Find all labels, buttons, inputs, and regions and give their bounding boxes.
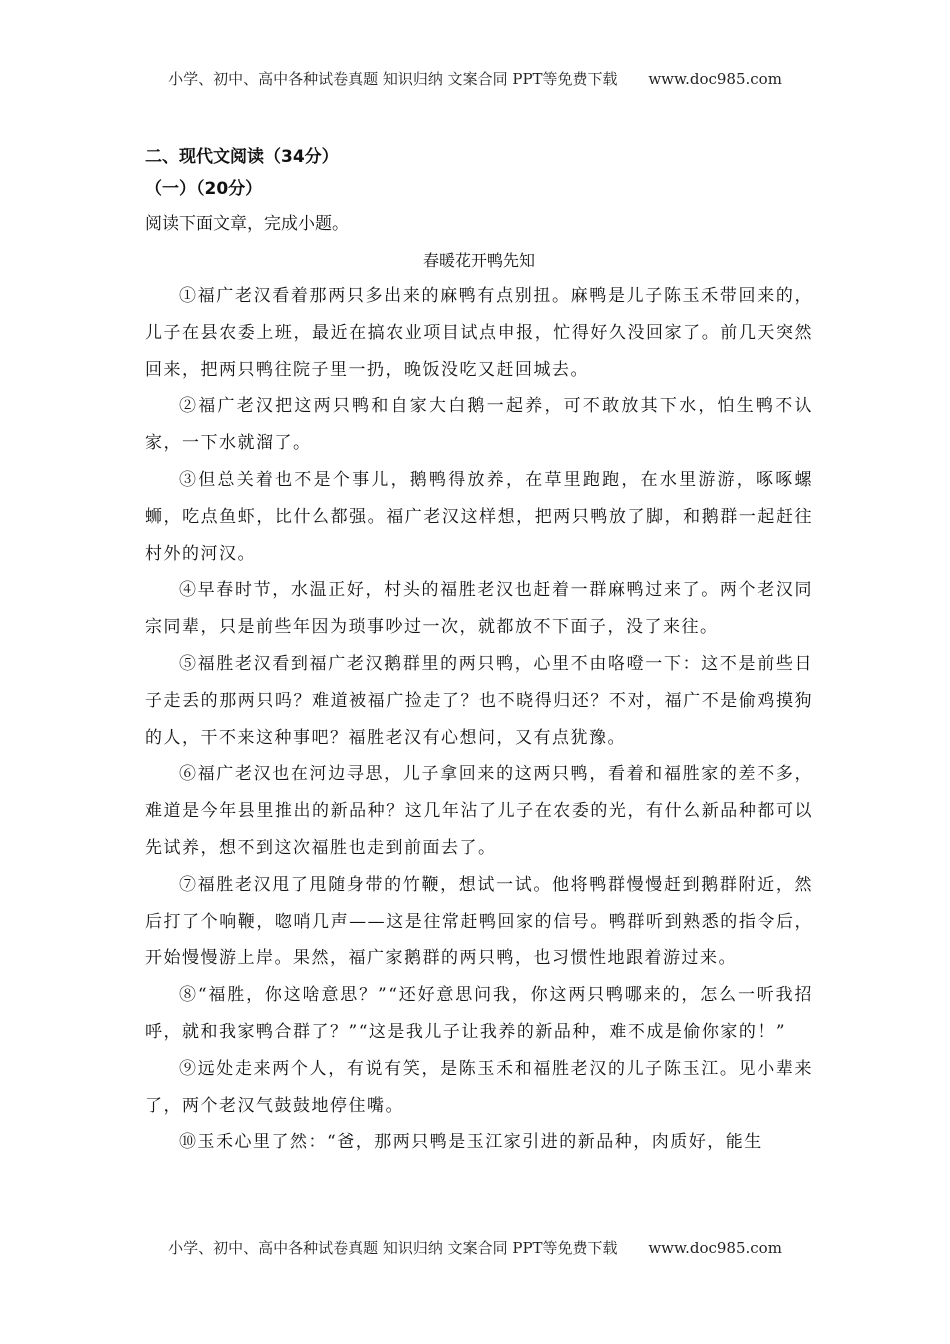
section-subtitle: （一）（20分） <box>145 179 263 199</box>
article-paragraph-5: ⑤福胜老汉看到福广老汉鹅群里的两只鸭，心里不由咯噔一下：这不是前些日子走丢的那两只吗？难道被福广捡走了？也不晓得归还？不对，福广不是偷鸡摸狗的人，干不来这种事吧？福胜老汉有心想问，又有点犹豫。 <box>145 653 813 748</box>
article-paragraph-2: ②福广老汉把这两只鸭和自家大白鹅一起养，可不敢放其下水，怕生鸭不认家，一下水就溜了。 <box>145 396 813 454</box>
article-paragraph-8: ⑧“福胜，你这啥意思？”“还好意思问我，你这两只鸭哪来的，怎么一听我招呼，就和我家鸭合群了？”“这是我儿子让我养的新品种，难不成是偷你家的！” <box>145 985 813 1042</box>
reading-instruction: 阅读下面文章，完成小题。 <box>145 214 349 234</box>
article-title: 春暖花开鸭先知 <box>422 251 535 270</box>
footer-text: 小学、初中、高中各种试卷真题 知识归纳 文案合同 PPT等免费下载 <box>168 1239 618 1257</box>
document-body <box>145 142 813 1161</box>
article-paragraph-1: ①福广老汉看着那两只多出来的麻鸭有点别扭。麻鸭是儿子陈玉禾带回来的，儿子在县农委上班，最近在搞农业项目试点申报，忙得好久没回家了。前几天突然回来，把两只鸭往院子里一扔，晚饭没吃又赶回城去。 <box>145 286 813 380</box>
header-text: 小学、初中、高中各种试卷真题 知识归纳 文案合同 PPT等免费下载 <box>168 70 618 88</box>
article-paragraph-10: ⑩玉禾心里了然：“爸，那两只鸭是玉江家引进的新品种，肉质好，能生 <box>179 1132 763 1153</box>
article-paragraph-3: ③但总关着也不是个事儿，鹅鸭得放养，在草里跑跑，在水里游游，啄啄螺蛳，吃点鱼虾，比什么都强。福广老汉这样想，把两只鸭放了脚，和鹅群一起赶往村外的河汉。 <box>145 469 813 564</box>
page-header <box>0 68 950 89</box>
article-paragraph-7: ⑦福胜老汉甩了甩随身带的竹鞭，想试一试。他将鸭群慢慢赶到鹅群附近，然后打了个响鞭，唿哨几声——这是往常赶鸭回家的信号。鸭群听到熟悉的指令后，开始慢慢游上岸。果然，福广家鹅群的两只鸭，也习惯性地跟着游过来。 <box>145 874 813 969</box>
page-footer <box>0 1237 950 1258</box>
section-title: 二、现代文阅读（34分） <box>145 147 339 167</box>
article-paragraph-6: ⑥福广老汉也在河边寻思，儿子拿回来的这两只鸭，看着和福胜家的差不多，难道是今年县里推出的新品种？这几年沾了儿子在农委的光，有什么新品种都可以先试养，想不到这次福胜也走到前面去了。 <box>145 764 813 858</box>
article-paragraph-4: ④早春时节，水温正好，村头的福胜老汉也赶着一群麻鸭过来了。两个老汉同宗同辈，只是前些年因为琐事吵过一次，就都放不下面子，没了来往。 <box>145 580 813 638</box>
footer-url[interactable]: www.doc985.com <box>648 1239 782 1257</box>
article-paragraph-9: ⑨远处走来两个人，有说有笑，是陈玉禾和福胜老汉的儿子陈玉江。见小辈来了，两个老汉气鼓鼓地停住嘴。 <box>145 1058 813 1116</box>
header-url[interactable]: www.doc985.com <box>648 70 782 88</box>
